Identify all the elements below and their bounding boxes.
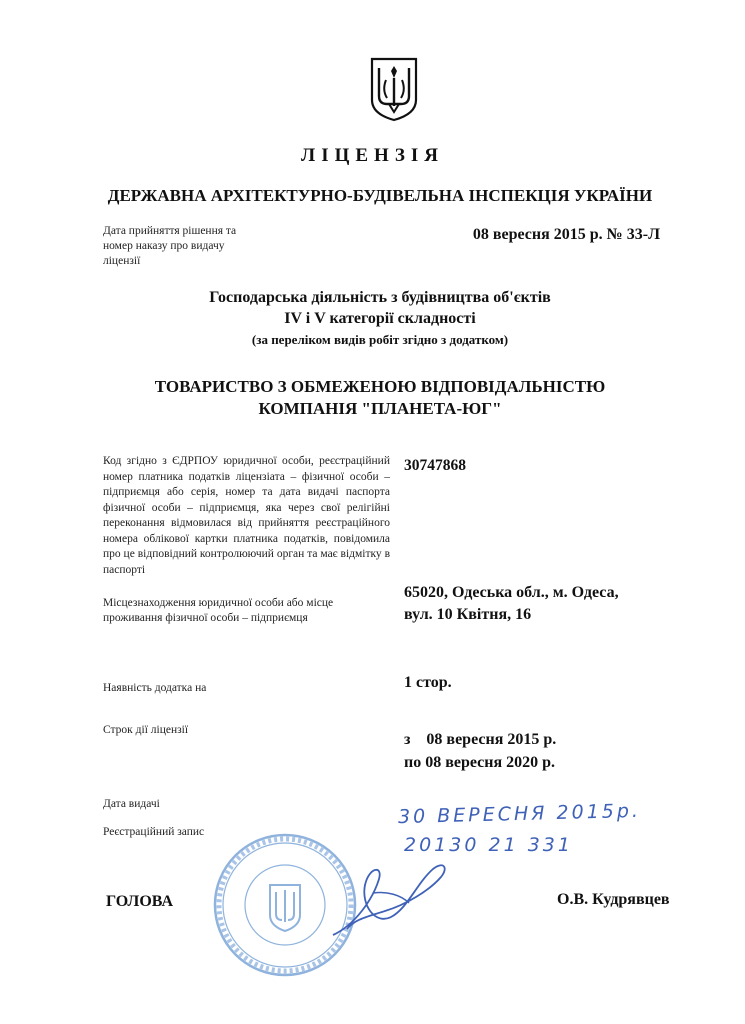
edrpou-code-label: Код згідно з ЄДРПОУ юридичної особи, реєстраційний номер платника податків ліцензіата – фізичної особи – підприємця або серія, номер та дата видачі паспорта фізичної особи – підприємця, яка через свої релігійні переконання відмовилася від прийняття реєстраційного номера облікової картки платника податків, повідомила про це відповідний контролюючий орган та має відмітку в паспорті — [103, 455, 390, 576]
edrpou-code-value: 30747868 — [404, 457, 466, 474]
location-line-1: 65020, Одеська обл., м. Одеса, — [404, 584, 619, 601]
issuing-authority: ДЕРЖАВНА АРХІТЕКТУРНО-БУДІВЕЛЬНА ІНСПЕКЦІЯ УКРАЇНИ — [107, 186, 653, 205]
head-name: О.В. Кудрявцев — [557, 891, 670, 908]
issue-date-label: Дата видачі — [103, 798, 160, 810]
location-line-2: вул. 10 Квітня, 16 — [404, 606, 532, 623]
company-name-line-2: КОМПАНІЯ "ПЛАНЕТА-ЮГ" — [258, 399, 502, 418]
location-label: Місцезнаходження юридичної особи або місце проживання фізичної особи – підприємця — [103, 597, 334, 624]
registration-number-handwritten: 20130 21 331 — [404, 834, 573, 856]
registration-label: Реєстраційний запис — [103, 826, 205, 838]
company-name-block — [0, 376, 745, 420]
location-value — [404, 582, 664, 626]
head-title: ГОЛОВА — [106, 893, 174, 910]
appendix-value: 1 стор. — [404, 674, 452, 691]
decision-date-number: 08 вересня 2015 р. № 33-Л — [472, 226, 660, 243]
activity-line-1: Господарська діяльність з будівництва об'єктів — [209, 289, 551, 306]
decision-date-label: Дата прийняття рішення та номер наказу про видачу ліцензії — [103, 225, 237, 267]
term-label: Строк дії ліцензії — [103, 724, 189, 736]
activity-note: (за переліком видів робіт згідно з додатком) — [251, 332, 509, 347]
signature-icon — [325, 855, 455, 945]
appendix-label: Наявність додатка на — [103, 682, 207, 694]
term-value — [404, 728, 556, 774]
term-from: з 08 вересня 2015 р. — [404, 731, 557, 748]
trident-coat-of-arms-icon — [369, 56, 419, 122]
activity-block — [0, 287, 745, 350]
issue-date-handwritten: 30 ВЕРЕСНЯ 2015р. — [397, 799, 642, 829]
company-name-line-1: ТОВАРИСТВО З ОБМЕЖЕНОЮ ВІДПОВІДАЛЬНІСТЮ — [154, 377, 606, 396]
document-title: ЛІЦЕНЗІЯ — [301, 145, 444, 166]
term-to: по 08 вересня 2020 р. — [404, 754, 556, 771]
activity-line-2: IV і V категорії складності — [284, 310, 476, 327]
